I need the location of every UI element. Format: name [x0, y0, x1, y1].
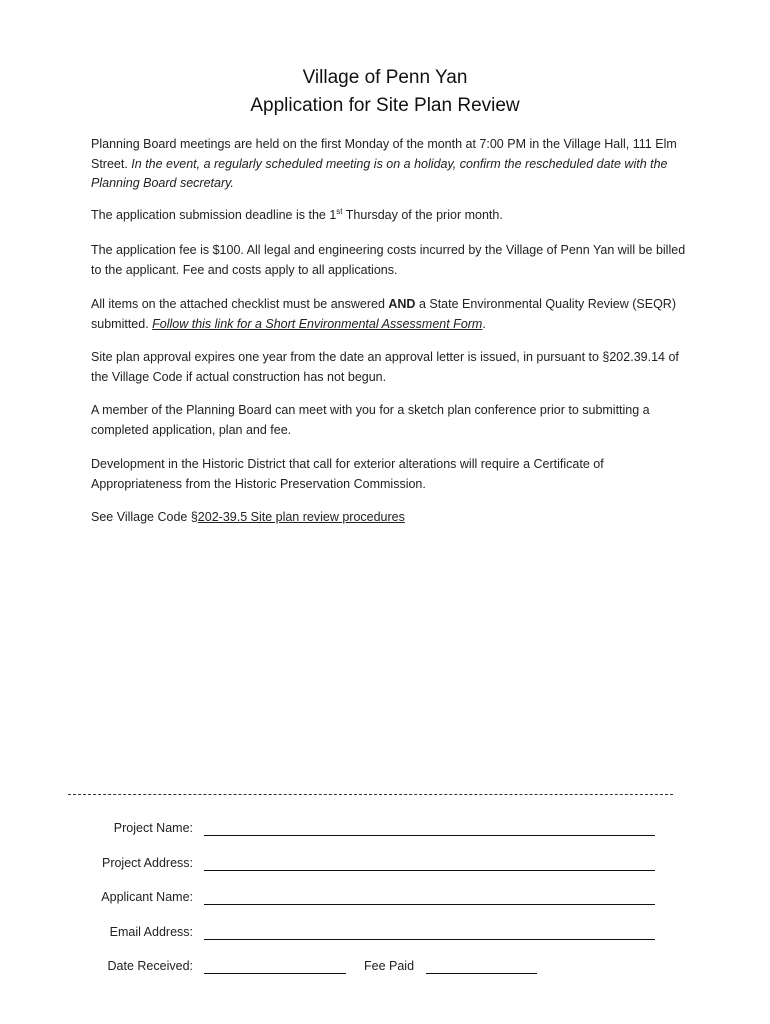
- paragraph-sketch-conference: A member of the Planning Board can meet with you for a sketch plan conference prior to submitting a completed application, plan and fee.: [91, 403, 650, 437]
- fee-paid-field[interactable]: [426, 973, 537, 974]
- environmental-assessment-link[interactable]: Follow this link for a Short Environmental Assessment Form: [152, 316, 483, 331]
- email-address-field[interactable]: [204, 939, 655, 940]
- paragraph-deadline: [91, 206, 691, 226]
- checklist-text: All items on the attached checklist must be answered: [91, 297, 389, 311]
- deadline-text-end: Thursday of the prior month.: [342, 208, 503, 222]
- applicant-name-label: Applicant Name:: [101, 890, 193, 904]
- paragraph-village-code: [91, 508, 691, 528]
- project-name-field[interactable]: [204, 835, 655, 836]
- project-address-field[interactable]: [204, 870, 655, 871]
- project-address-label: Project Address:: [101, 856, 193, 870]
- fee-paid-label: Fee Paid: [364, 959, 415, 973]
- document-title: Village of Penn Yan: [302, 67, 468, 88]
- meetings-text: Planning Board meetings are held on the first Monday of the month at 7:00 PM in the Village Hall, 111 Elm Street.: [91, 137, 677, 171]
- deadline-text: The application submission deadline is the 1: [91, 208, 337, 222]
- site-plan-procedures-link[interactable]: 202-39.5 Site plan review procedures: [197, 510, 405, 524]
- project-name-label: Project Name:: [113, 821, 193, 835]
- document-subtitle: Application for Site Plan Review: [250, 95, 520, 116]
- and-emphasis: AND: [388, 297, 416, 311]
- paragraph-approval-expiry: Site plan approval expires one year from the date an approval letter is issued, in pursuant to §202.39.14 of the Village Code if actual construction has not begun.: [91, 350, 679, 384]
- checklist-period: .: [482, 316, 486, 331]
- applicant-name-field[interactable]: [204, 904, 655, 905]
- village-code-text: See Village Code §: [91, 510, 198, 524]
- ordinal-suffix: st: [336, 206, 343, 216]
- paragraph-checklist: [91, 295, 691, 334]
- paragraph-fee: The application fee is $100. All legal and engineering costs incurred by the Village of Penn Yan will be billed to the applicant. Fee and costs apply to all applications.: [91, 243, 686, 277]
- seqr-text: a State Environmental Quality Review (SEQR) submitted.: [91, 297, 676, 331]
- date-received-label: Date Received:: [107, 959, 193, 973]
- date-received-field[interactable]: [204, 973, 346, 974]
- email-address-label: Email Address:: [109, 925, 193, 939]
- dashed-divider: [68, 794, 673, 795]
- paragraph-historic-district: Development in the Historic District that call for exterior alterations will require a Certificate of Appropriateness from the Historic Preservation Commission.: [91, 457, 604, 491]
- holiday-note: In the event, a regularly scheduled meeting is on a holiday, confirm the rescheduled date with the Planning Board secretary.: [91, 156, 668, 190]
- paragraph-meetings: [91, 135, 691, 194]
